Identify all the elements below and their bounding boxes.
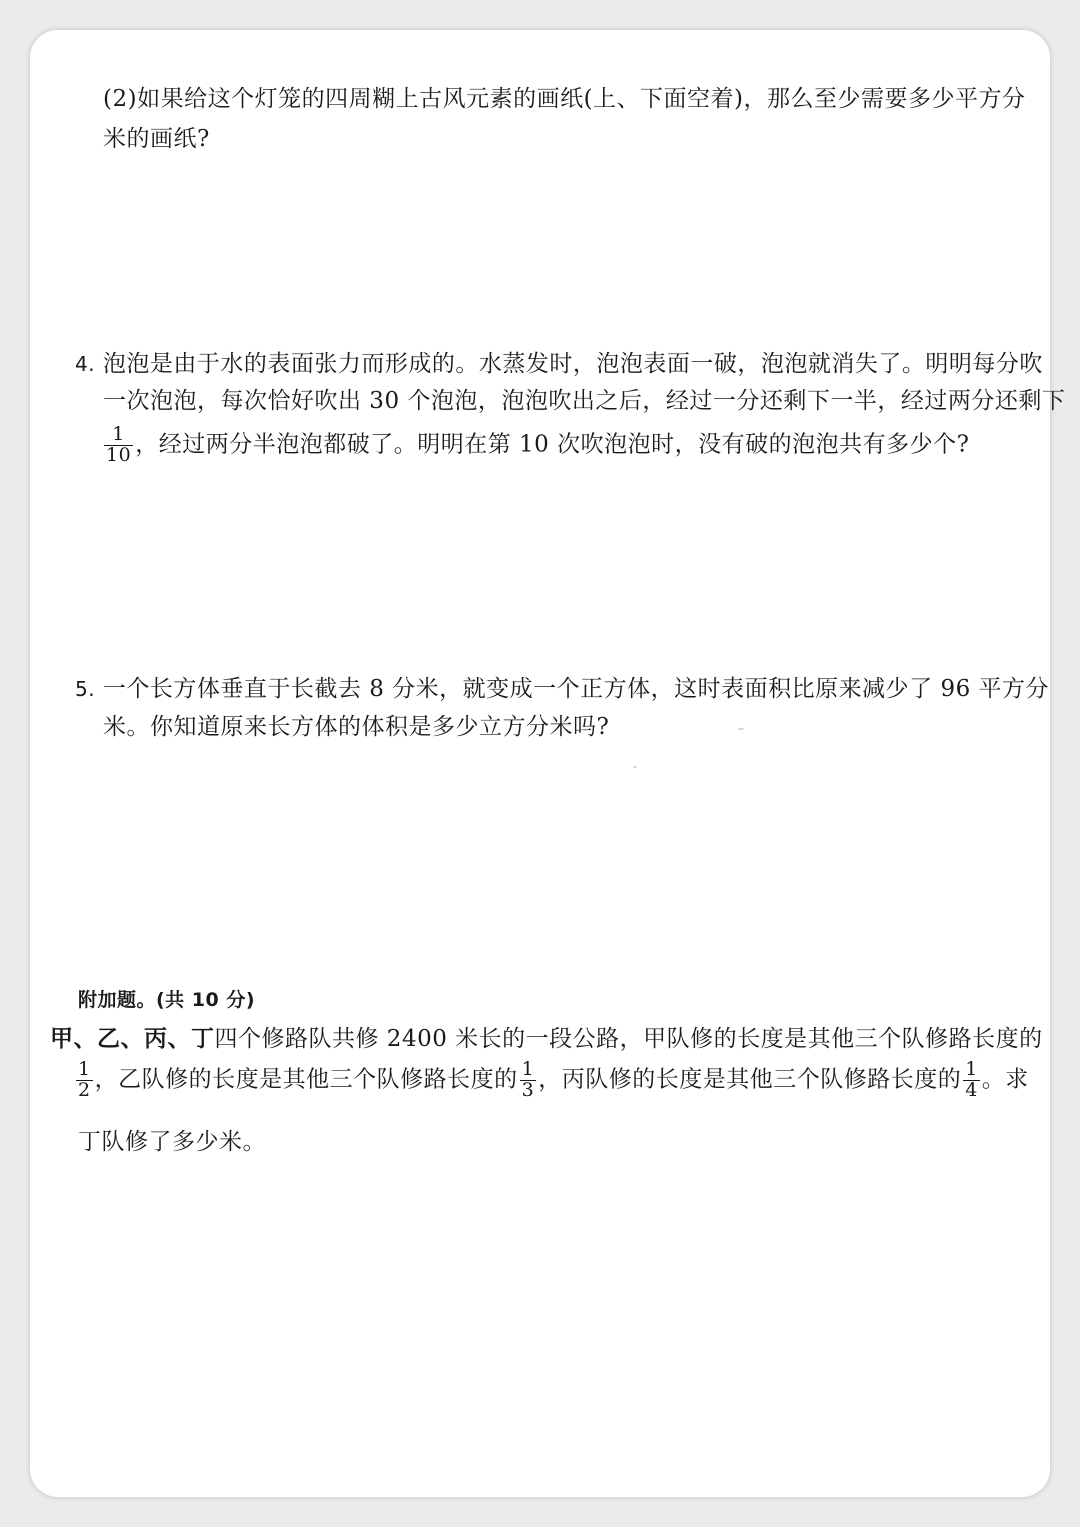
fraction-denominator: 2: [78, 1078, 91, 1101]
bonus-text-seg3: 。求: [981, 1066, 1029, 1093]
q4-line3: [102, 425, 969, 466]
bonus-text-line1: 四个修路队共修 2400 米长的一段公路，甲队修的长度是其他三个队修路长度的: [214, 1026, 1043, 1052]
q3-part2-line1: (2)如果给这个灯笼的四周糊上古风元素的画纸(上、下面空着)，那么至少需要多少平方分: [103, 86, 1026, 112]
bonus-line1: [50, 1020, 1043, 1053]
q4-text-line1: 泡泡是由于水的表面张力而形成的。水蒸发时，泡泡表面一破，泡泡就消失了。明明每分吹: [102, 351, 1043, 377]
q4-text-line3: ，经过两分半泡泡都破了。明明在第 10 次吹泡泡时，没有破的泡泡共有多少个?: [135, 431, 970, 458]
fraction-one-quarter: [963, 1060, 980, 1101]
q5-number: 5.: [75, 677, 96, 701]
worksheet-page: [30, 30, 1066, 1497]
bonus-line3: 丁队修了多少米。: [78, 1129, 266, 1155]
fraction-denominator: 3: [521, 1078, 535, 1101]
bonus-teams-label: 甲、乙、丙、丁: [50, 1026, 215, 1052]
fraction-numerator: 1: [78, 1058, 91, 1080]
fraction-one-half: [76, 1060, 93, 1101]
fraction-numerator: 1: [521, 1058, 535, 1080]
q4-line1: [75, 345, 1043, 378]
bonus-line2: [74, 1060, 1029, 1101]
scan-speck: [738, 728, 744, 730]
bonus-text-seg2: ，丙队修的长度是其他三个队修路长度的: [538, 1066, 962, 1093]
q4-line2: 一次泡泡，每次恰好吹出 30 个泡泡，泡泡吹出之后，经过一分还剩下一半，经过两分还剩下: [103, 388, 1066, 414]
fraction-denominator: 10: [106, 443, 132, 466]
q5-line1: [75, 670, 1049, 703]
scan-speck: [633, 766, 637, 768]
q4-number: 4.: [75, 352, 96, 376]
q5-line2: 米。你知道原来长方体的体积是多少立方分米吗?: [103, 714, 610, 740]
fraction-one-tenth: [104, 425, 133, 466]
fraction-numerator: 1: [104, 425, 133, 446]
q3-part2-line2: 米的画纸?: [103, 126, 210, 152]
q5-text-line1: 一个长方体垂直于长截去 8 分米，就变成一个正方体，这时表面积比原来减少了 96 平方分: [102, 676, 1050, 702]
bonus-text-seg1: ，乙队修的长度是其他三个队修路长度的: [94, 1066, 518, 1093]
fraction-numerator: 1: [965, 1058, 978, 1080]
fraction-denominator: 4: [965, 1078, 978, 1101]
fraction-one-third: [520, 1060, 537, 1101]
bonus-heading: 附加题。(共 10 分): [78, 989, 256, 1011]
